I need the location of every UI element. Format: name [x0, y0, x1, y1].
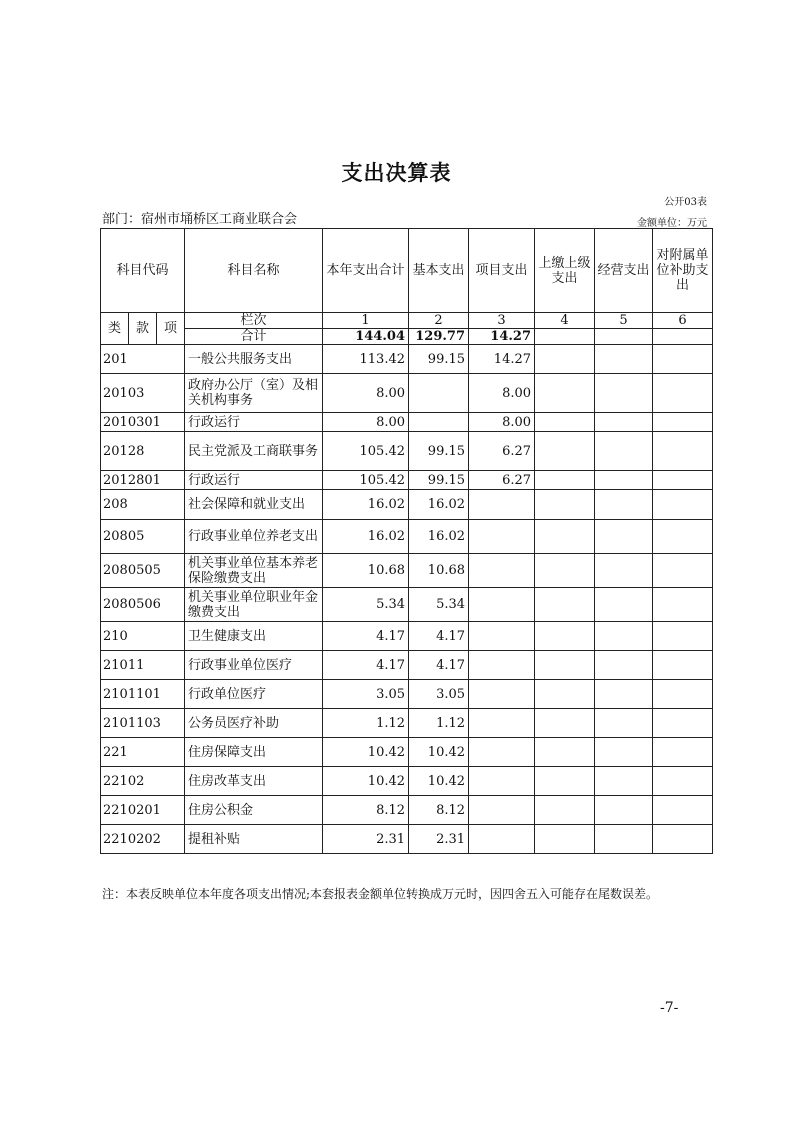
col-number-3: 3 [469, 313, 535, 329]
row-upper [535, 471, 595, 490]
header-row [101, 229, 713, 313]
table-row [101, 588, 713, 622]
row-basic: 2.31 [409, 825, 469, 854]
row-code: 2101101 [101, 680, 185, 709]
totals-row [101, 329, 713, 345]
table-row [101, 520, 713, 554]
row-business [595, 738, 653, 767]
row-subsidy [653, 680, 713, 709]
row-code: 2010301 [101, 413, 185, 432]
row-subsidy [653, 413, 713, 432]
header-basic: 基本支出 [409, 229, 469, 313]
table-row [101, 767, 713, 796]
column-number-row [101, 313, 713, 329]
table-row [101, 413, 713, 432]
row-name: 行政运行 [185, 413, 323, 432]
row-project [469, 709, 535, 738]
row-code: 201 [101, 345, 185, 374]
row-upper [535, 622, 595, 651]
row-total: 10.68 [323, 554, 409, 588]
table-row [101, 432, 713, 471]
row-project: 6.27 [469, 432, 535, 471]
row-upper [535, 825, 595, 854]
row-business [595, 680, 653, 709]
page-number: -7- [660, 1000, 679, 1016]
col-number-5: 5 [595, 313, 653, 329]
amount-unit-label: 金额单位：万元 [637, 218, 707, 229]
row-upper [535, 680, 595, 709]
row-business [595, 471, 653, 490]
row-business [595, 432, 653, 471]
department-label: 部门：宿州市埇桥区工商业联合会 [102, 212, 298, 227]
row-basic: 5.34 [409, 588, 469, 622]
header-kuan: 款 [129, 313, 157, 345]
row-upper [535, 490, 595, 520]
row-total: 16.02 [323, 490, 409, 520]
row-name: 卫生健康支出 [185, 622, 323, 651]
row-project: 8.00 [469, 374, 535, 413]
header-business: 经营支出 [595, 229, 653, 313]
row-code: 22102 [101, 767, 185, 796]
row-code: 2080505 [101, 554, 185, 588]
row-basic: 16.02 [409, 490, 469, 520]
row-basic: 99.15 [409, 432, 469, 471]
row-name: 住房改革支出 [185, 767, 323, 796]
col-number-1: 1 [323, 313, 409, 329]
row-total: 10.42 [323, 767, 409, 796]
table-row [101, 825, 713, 854]
row-total: 4.17 [323, 651, 409, 680]
row-code: 2210201 [101, 796, 185, 825]
table-row [101, 738, 713, 767]
row-total: 105.42 [323, 432, 409, 471]
row-subsidy [653, 471, 713, 490]
totals-subsidy [653, 329, 713, 345]
row-subsidy [653, 709, 713, 738]
row-basic: 3.05 [409, 680, 469, 709]
row-total: 8.00 [323, 413, 409, 432]
row-name: 行政事业单位养老支出 [185, 520, 323, 554]
row-code: 2012801 [101, 471, 185, 490]
row-subsidy [653, 432, 713, 471]
row-subsidy [653, 520, 713, 554]
row-business [595, 709, 653, 738]
row-subsidy [653, 588, 713, 622]
row-total: 10.42 [323, 738, 409, 767]
row-code: 21011 [101, 651, 185, 680]
header-project: 项目支出 [469, 229, 535, 313]
header-code: 科目代码 [101, 229, 185, 313]
row-total: 113.42 [323, 345, 409, 374]
totals-basic: 129.77 [409, 329, 469, 345]
row-total: 105.42 [323, 471, 409, 490]
row-basic [409, 413, 469, 432]
row-business [595, 413, 653, 432]
row-upper [535, 554, 595, 588]
row-name: 机关事业单位基本养老保险缴费支出 [185, 554, 323, 588]
col-number-6: 6 [653, 313, 713, 329]
row-total: 16.02 [323, 520, 409, 554]
table-row [101, 651, 713, 680]
row-business [595, 651, 653, 680]
table-row [101, 709, 713, 738]
form-number: 公开03表 [664, 197, 707, 208]
row-project [469, 554, 535, 588]
row-upper [535, 588, 595, 622]
row-upper [535, 767, 595, 796]
row-project [469, 680, 535, 709]
row-name: 一般公共服务支出 [185, 345, 323, 374]
row-business [595, 622, 653, 651]
row-project: 6.27 [469, 471, 535, 490]
row-project [469, 520, 535, 554]
row-total: 3.05 [323, 680, 409, 709]
row-business [595, 767, 653, 796]
row-name: 行政单位医疗 [185, 680, 323, 709]
row-name: 行政运行 [185, 471, 323, 490]
row-total: 8.00 [323, 374, 409, 413]
row-business [595, 374, 653, 413]
row-subsidy [653, 738, 713, 767]
row-upper [535, 520, 595, 554]
row-business [595, 554, 653, 588]
row-basic: 8.12 [409, 796, 469, 825]
row-upper [535, 413, 595, 432]
header-xiang: 项 [157, 313, 185, 345]
row-code: 210 [101, 622, 185, 651]
totals-upper [535, 329, 595, 345]
row-project [469, 651, 535, 680]
row-upper [535, 651, 595, 680]
row-subsidy [653, 490, 713, 520]
row-code: 2101103 [101, 709, 185, 738]
row-project [469, 588, 535, 622]
row-business [595, 588, 653, 622]
row-project [469, 796, 535, 825]
row-basic: 16.02 [409, 520, 469, 554]
row-name: 提租补贴 [185, 825, 323, 854]
row-subsidy [653, 651, 713, 680]
header-lanci: 栏次 [185, 313, 323, 329]
row-basic: 10.42 [409, 767, 469, 796]
row-name: 公务员医疗补助 [185, 709, 323, 738]
row-code: 20103 [101, 374, 185, 413]
row-total: 1.12 [323, 709, 409, 738]
row-total: 2.31 [323, 825, 409, 854]
row-project [469, 767, 535, 796]
row-business [595, 490, 653, 520]
row-basic: 1.12 [409, 709, 469, 738]
row-subsidy [653, 554, 713, 588]
header-name: 科目名称 [185, 229, 323, 313]
row-subsidy [653, 825, 713, 854]
row-code: 20805 [101, 520, 185, 554]
row-project [469, 738, 535, 767]
totals-total: 144.04 [323, 329, 409, 345]
row-business [595, 825, 653, 854]
row-subsidy [653, 796, 713, 825]
totals-project: 14.27 [469, 329, 535, 345]
row-code: 2080506 [101, 588, 185, 622]
row-subsidy [653, 374, 713, 413]
row-subsidy [653, 622, 713, 651]
row-code: 20128 [101, 432, 185, 471]
header-upper: 上缴上级支出 [535, 229, 595, 313]
row-business [595, 520, 653, 554]
row-code: 208 [101, 490, 185, 520]
row-code: 2210202 [101, 825, 185, 854]
row-basic: 4.17 [409, 651, 469, 680]
col-number-2: 2 [409, 313, 469, 329]
row-name: 机关事业单位职业年金缴费支出 [185, 588, 323, 622]
header-total: 本年支出合计 [323, 229, 409, 313]
row-code: 221 [101, 738, 185, 767]
row-upper [535, 345, 595, 374]
table-row [101, 680, 713, 709]
table-row [101, 471, 713, 490]
row-upper [535, 374, 595, 413]
row-name: 民主党派及工商联事务 [185, 432, 323, 471]
row-subsidy [653, 345, 713, 374]
totals-business [595, 329, 653, 345]
table-row [101, 796, 713, 825]
totals-label: 合计 [185, 329, 323, 345]
footnote: 注：本表反映单位本年度各项支出情况;本套报表金额单位转换成万元时，因四舍五入可能存在尾数误差。 [102, 887, 659, 901]
row-basic [409, 374, 469, 413]
row-upper [535, 709, 595, 738]
row-name: 住房保障支出 [185, 738, 323, 767]
col-number-4: 4 [535, 313, 595, 329]
table-row [101, 374, 713, 413]
table-row [101, 345, 713, 374]
row-total: 4.17 [323, 622, 409, 651]
row-name: 行政事业单位医疗 [185, 651, 323, 680]
header-subsidy: 对附属单位补助支出 [653, 229, 713, 313]
row-project [469, 622, 535, 651]
row-business [595, 345, 653, 374]
row-business [595, 796, 653, 825]
row-basic: 4.17 [409, 622, 469, 651]
row-project [469, 490, 535, 520]
row-name: 住房公积金 [185, 796, 323, 825]
row-upper [535, 738, 595, 767]
header-lei: 类 [101, 313, 129, 345]
row-subsidy [653, 767, 713, 796]
table-row [101, 622, 713, 651]
table-row [101, 554, 713, 588]
row-basic: 99.15 [409, 471, 469, 490]
row-project: 14.27 [469, 345, 535, 374]
row-name: 社会保障和就业支出 [185, 490, 323, 520]
row-project [469, 825, 535, 854]
expenditure-table [100, 228, 713, 854]
row-project: 8.00 [469, 413, 535, 432]
row-basic: 10.68 [409, 554, 469, 588]
row-upper [535, 796, 595, 825]
row-basic: 10.42 [409, 738, 469, 767]
row-name: 政府办公厅（室）及相关机构事务 [185, 374, 323, 413]
page-title: 支出决算表 [341, 160, 452, 185]
row-basic: 99.15 [409, 345, 469, 374]
row-upper [535, 432, 595, 471]
row-total: 5.34 [323, 588, 409, 622]
row-total: 8.12 [323, 796, 409, 825]
table-row [101, 490, 713, 520]
